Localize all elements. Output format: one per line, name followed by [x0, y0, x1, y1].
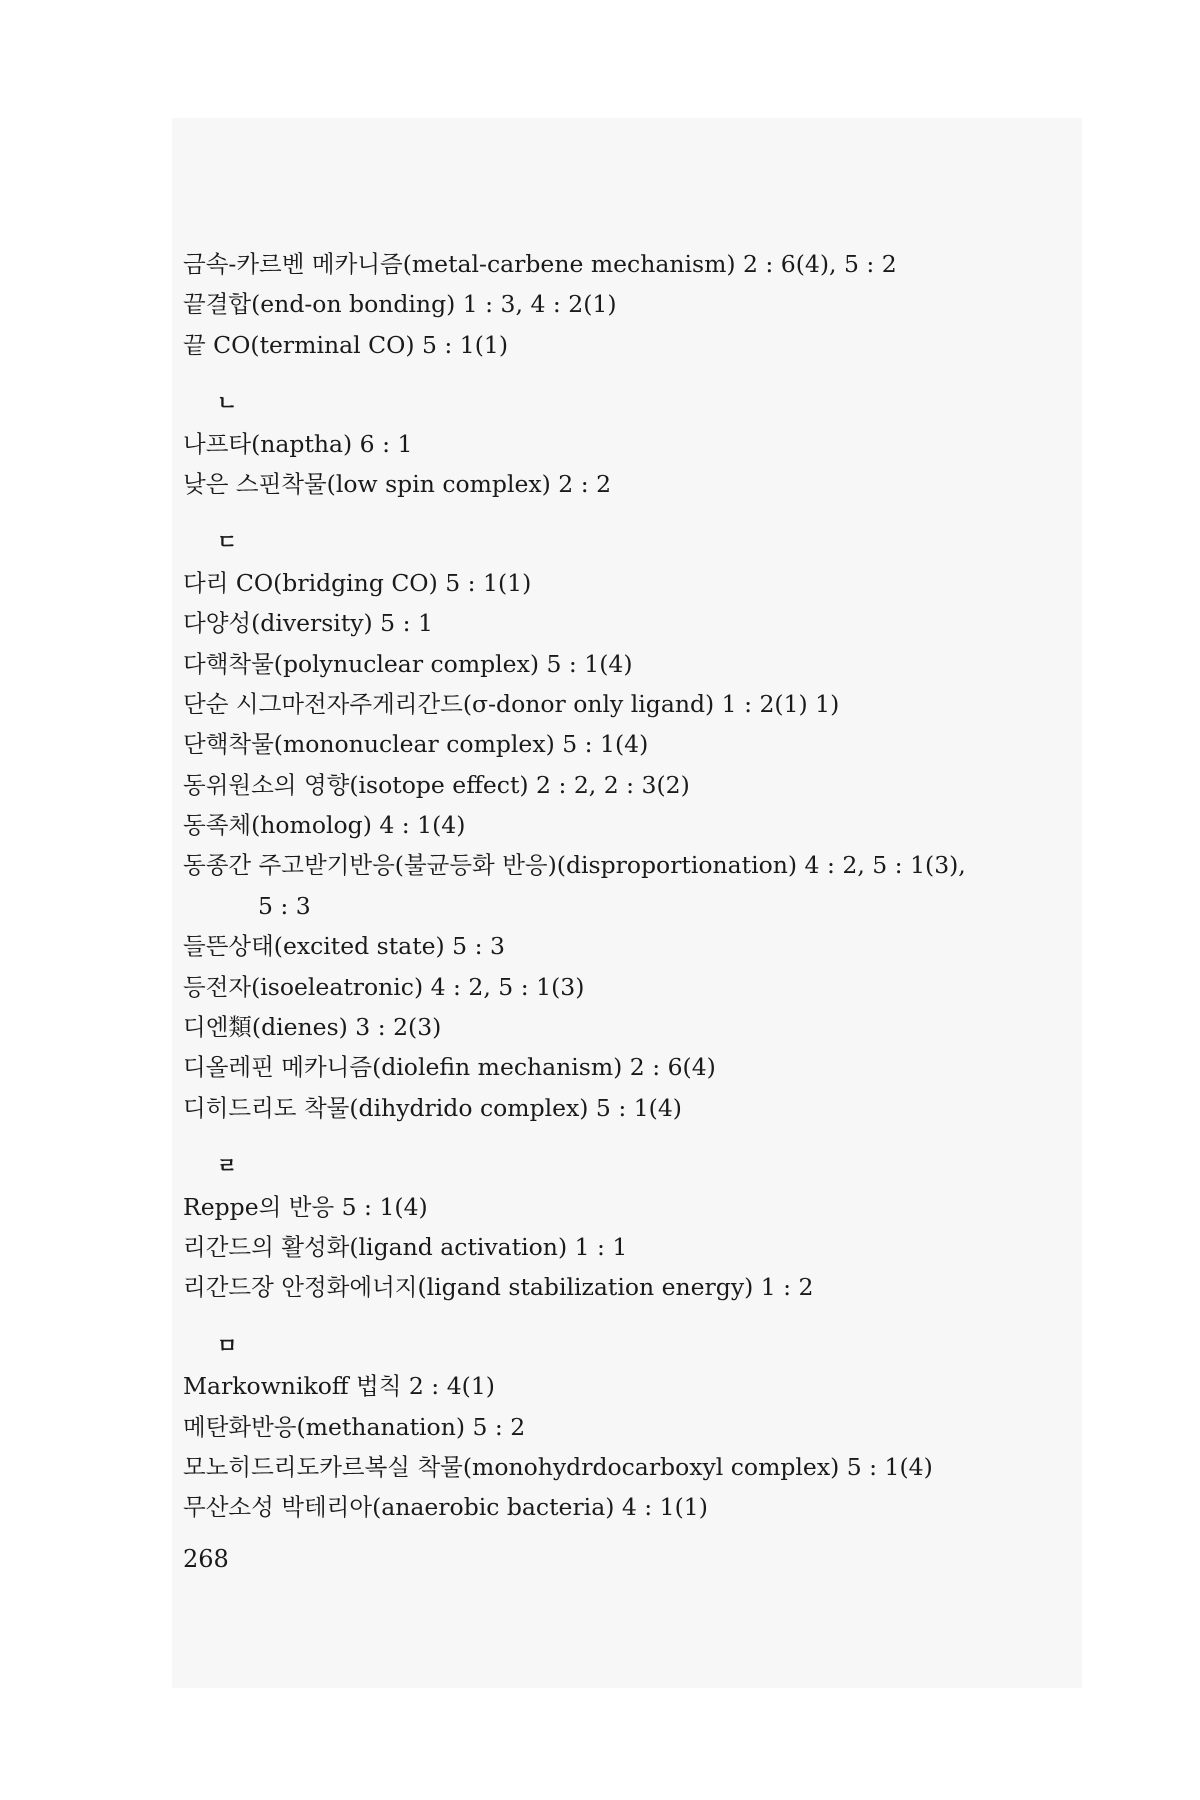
index-section — [183, 1326, 1063, 1528]
index-entry: 금속-카르벤 메카니즘(metal-carbene mechanism) 2 : 6(4), 5 : 2 — [183, 250, 897, 278]
index-section — [183, 244, 1063, 365]
index-entry: 끝결합(end-on bonding) 1 : 3, 4 : 2(1) — [183, 290, 617, 319]
index-section — [183, 522, 1063, 1128]
index-entry: 나프타(naptha) 6 : 1 — [183, 429, 413, 458]
index-entry: 끝 CO(terminal CO) 5 : 1(1) — [183, 330, 509, 359]
section-heading: ㄴ — [217, 391, 238, 416]
section-heading: ㄷ — [217, 530, 238, 555]
index-entry: 동족체(homolog) 4 : 1(4) — [183, 811, 466, 840]
index-entry: 메탄화반응(methanation) 5 : 2 — [183, 1412, 526, 1441]
section-heading: ㄹ — [217, 1154, 238, 1179]
index-entry: Markownikoff 법칙 2 : 4(1) — [183, 1372, 495, 1401]
section-heading: ㅁ — [217, 1333, 238, 1358]
index-entry: 다양성(diversity) 5 : 1 — [183, 609, 433, 638]
index-entry: Reppe의 반응 5 : 1(4) — [183, 1192, 428, 1221]
index-entry: 무산소성 박테리아(anaerobic bacteria) 4 : 1(1) — [183, 1493, 708, 1522]
index-entry: 들뜬상태(excited state) 5 : 3 — [183, 932, 505, 961]
index-entry: 디올레핀 메카니즘(diolefin mechanism) 2 : 6(4) — [183, 1053, 716, 1082]
index-entry: 동위원소의 영향(isotope effect) 2 : 2, 2 : 3(2) — [183, 770, 690, 799]
page-number: 268 — [183, 1545, 229, 1573]
index-entry: 등전자(isoeleatronic) 4 : 2, 5 : 1(3) — [183, 972, 585, 1001]
index-entry: 동종간 주고받기반응(불균등화 반응)(disproportionation) 4 : 2, 5 : 1(3), — [183, 851, 966, 880]
index-entry: 리간드의 활성화(ligand activation) 1 : 1 — [183, 1232, 628, 1261]
index-entry: 디히드리도 착물(dihydrido complex) 5 : 1(4) — [183, 1093, 682, 1122]
index-section — [183, 383, 1063, 504]
index-entry: 리간드장 안정화에너지(ligand stabilization energy) 1 : 2 — [183, 1273, 814, 1302]
index-entry: 다핵착물(polynuclear complex) 5 : 1(4) — [183, 649, 633, 678]
index-content — [183, 244, 1063, 1528]
index-entry: 단순 시그마전자주게리간드(σ-donor only ligand) 1 : 2(1) 1) — [183, 689, 840, 718]
index-entry: 모노히드리도카르복실 착물(monohydrdocarboxyl complex) 5 : 1(4) — [183, 1452, 933, 1481]
index-entry: 디엔類(dienes) 3 : 2(3) — [183, 1013, 442, 1042]
index-entry: 단핵착물(mononuclear complex) 5 : 1(4) — [183, 730, 649, 759]
index-section — [183, 1146, 1063, 1308]
index-entry: 낮은 스핀착물(low spin complex) 2 : 2 — [183, 469, 612, 498]
index-entry-continuation: 5 : 3 — [258, 891, 311, 920]
index-entry: 다리 CO(bridging CO) 5 : 1(1) — [183, 568, 532, 597]
